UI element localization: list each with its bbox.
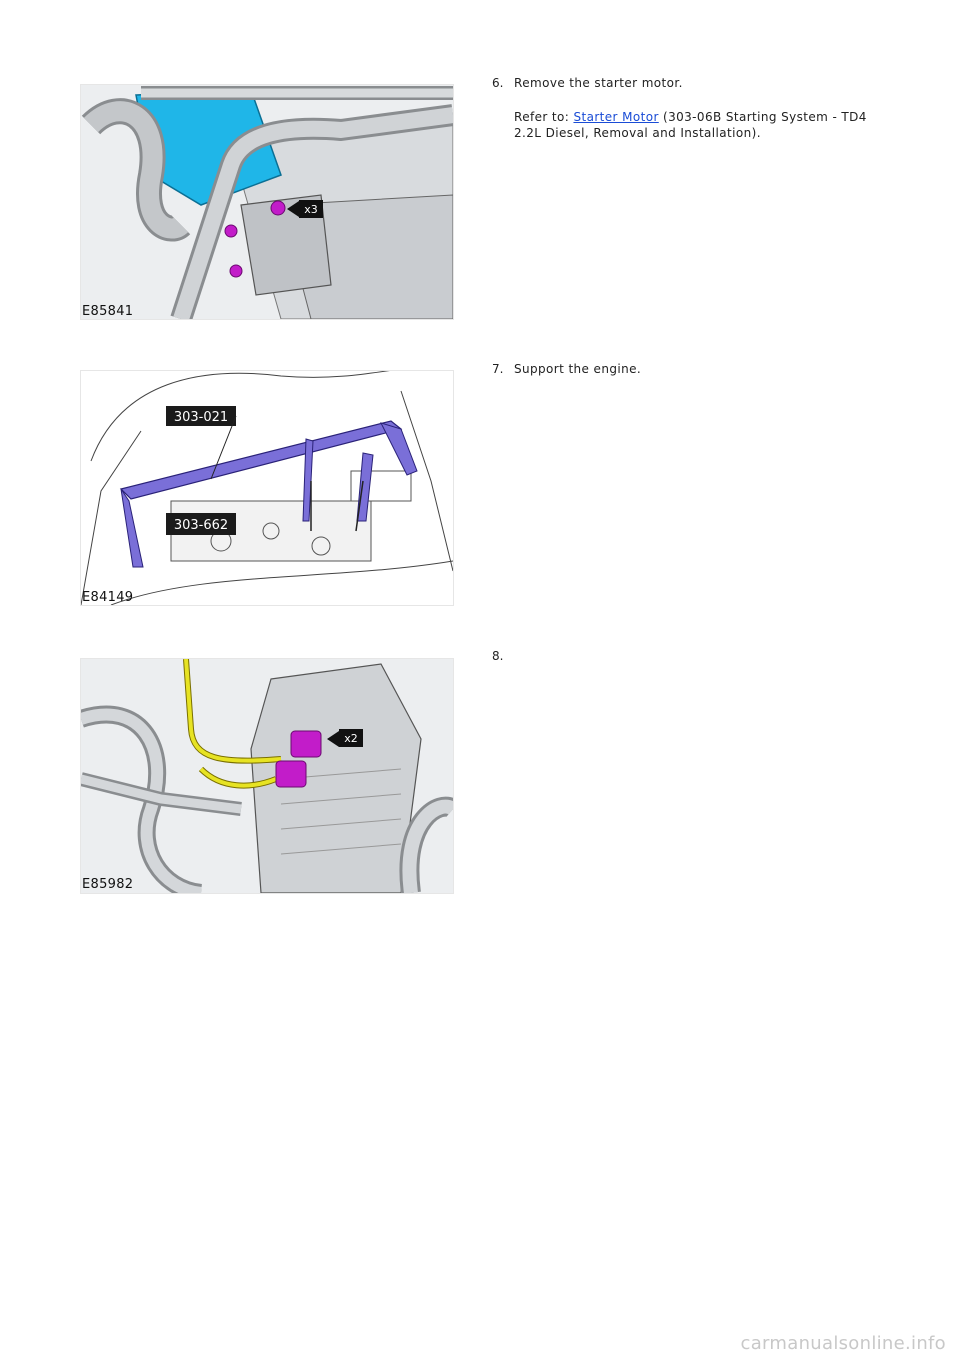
- step-number: 6.: [492, 76, 504, 90]
- refer-prefix: Refer to:: [514, 110, 570, 124]
- svg-text:303-662: 303-662: [173, 518, 229, 533]
- figure-code: E85982: [82, 877, 134, 892]
- step-text: Remove the starter motor.: [514, 76, 683, 90]
- step-number: 8.: [492, 649, 504, 663]
- figure-code: E84149: [82, 590, 134, 605]
- figure-code: E85841: [82, 304, 134, 319]
- step-number: 7.: [492, 362, 504, 376]
- callout-303-662: [166, 513, 236, 535]
- svg-text:303-021: 303-021: [173, 410, 229, 425]
- figure-e85982: [80, 658, 454, 894]
- watermark: carmanualsonline.info: [740, 1333, 946, 1354]
- svg-text:x2: x2: [344, 732, 358, 745]
- figure-e85841: [80, 84, 454, 320]
- svg-text:x3: x3: [304, 203, 318, 216]
- refer-suffix: (303-06B Starting System - TD4 2.2L Diesel, Removal and Installation).: [514, 110, 867, 140]
- figure-e84149: [80, 370, 454, 606]
- refer-to: [514, 109, 894, 141]
- step-text: Support the engine.: [514, 362, 642, 376]
- starter-motor-link[interactable]: Starter Motor: [573, 110, 659, 124]
- connector-illustration: [81, 659, 453, 893]
- starter-motor-illustration: [81, 85, 453, 319]
- engine-support-illustration: [81, 371, 453, 605]
